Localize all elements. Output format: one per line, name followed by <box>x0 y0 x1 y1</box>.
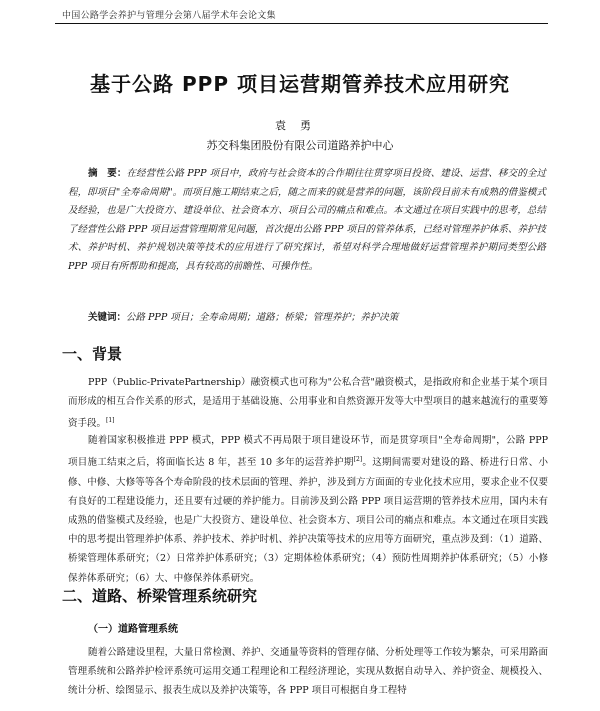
paragraph-text: 随着国家积极推进 PPP 模式，PPP 模式不再局限于项目建设环节，而是贯穿项目"全寿命周期"，公路 PPP 项目施工结束之后，将面临长达 8 年，甚至 10 多年的运营养护期 <box>68 435 548 469</box>
abstract-label: 摘 要： <box>88 168 127 179</box>
header-rule <box>55 23 548 24</box>
running-head: 中国公路学会养护与管理分会第八届学术年会论文集 <box>62 11 276 21</box>
paragraph-background-2 <box>68 431 548 588</box>
subsection-heading-road: （一）道路管理系统 <box>88 624 178 635</box>
paragraph-text: PPP（Public-PrivatePartnership）融资模式也可称为"公私合营"融资模式，是指政府和企业基于某个项目而形成的相互合作关系的形式，是适用于基础设施、公用事业和自然资源开发等大中型项目的越来越流行的重要筹资手段。 <box>68 377 548 430</box>
keywords <box>88 310 548 326</box>
citation-ref: [1] <box>106 417 115 425</box>
abstract <box>68 165 546 277</box>
section-heading-management: 二、道路、桥梁管理系统研究 <box>62 587 258 605</box>
paper-title: 基于公路 PPP 项目运营期管养技术应用研究 <box>90 72 510 96</box>
citation-ref: [2] <box>353 456 363 464</box>
keywords-label: 关键词： <box>88 312 127 323</box>
paragraph-text: 。这期间需要对建设的路、桥进行日常、小修、中修、大修等等各个寿命阶段的技术层面的管理、养护，涉及到方方面面的专业化技术应用，要求企业不仅要有良好的工程建设能力，还且要有过硬的养护能力。目前涉及到公路 PPP 项目运营期的管养技术应用，国内未有成熟的借鉴模式及经验，也是广大投资方、建设单位、社会资本方、项目公司的痛点和难点。本文通过在项目实践中的思考提出管理养护体系、养护技术、养护时机、养护决策等技术的应用等方面研究，重点涉及到：（1）道路、桥梁管理体系研究；（2）日常养护体系研究；（3）定期体检体系研究；（4）预防性周期养护体系研究；（5）小修保养体系研究；（6）大、中修保养体系研究。 <box>68 457 548 584</box>
paragraph-background-1 <box>68 373 548 434</box>
paper-author: 袁勇 <box>275 119 325 132</box>
keywords-text: 公路 PPP 项目；全寿命周期；道路；桥梁；管理养护；养护决策 <box>126 312 399 323</box>
section-heading-background: 一、背景 <box>62 345 123 363</box>
paragraph-road-management: 随着公路建设里程，大量日常检测、养护、交通量等资料的管理存储、分析处理等工作较为繁杂，可采用路面管理系统和公路养护检评系统可运用交通工程理论和工程经济理论，实现从数据自动导入、养护资金、规模投入、统计分析、绘图显示、报表生成以及养护决策等，各 PPP 项目可根据自身工程特 <box>68 647 548 697</box>
paper-affiliation: 苏交科集团股份有限公司道路养护中心 <box>206 139 394 152</box>
abstract-text: 在经营性公路 PPP 项目中，政府与社会资本的合作期往往贯穿项目投资、建设、运营、移交的全过程，即项目"全寿命周期"。而项目施工期结束之后，随之而来的就是营养的问题，该阶段目前未有成熟的借鉴模式及经验，也是广大投资方、建设单位、社会资本方、项目公司的痛点和难点。本文通过在项目实践中的思考，总结了经营性公路 PPP 项目运营管理期常见问题，首次提出公路 PPP 项目的管养体系，已经对管理养护体系、养护技术、养护时机、养护规划决策等技术的应用进行了研究探讨，希望对科学合理地做好运营管理养护期同类型公路 PPP 项目有所帮助和提高，具有较高的前瞻性、可操作性。 <box>68 168 546 272</box>
